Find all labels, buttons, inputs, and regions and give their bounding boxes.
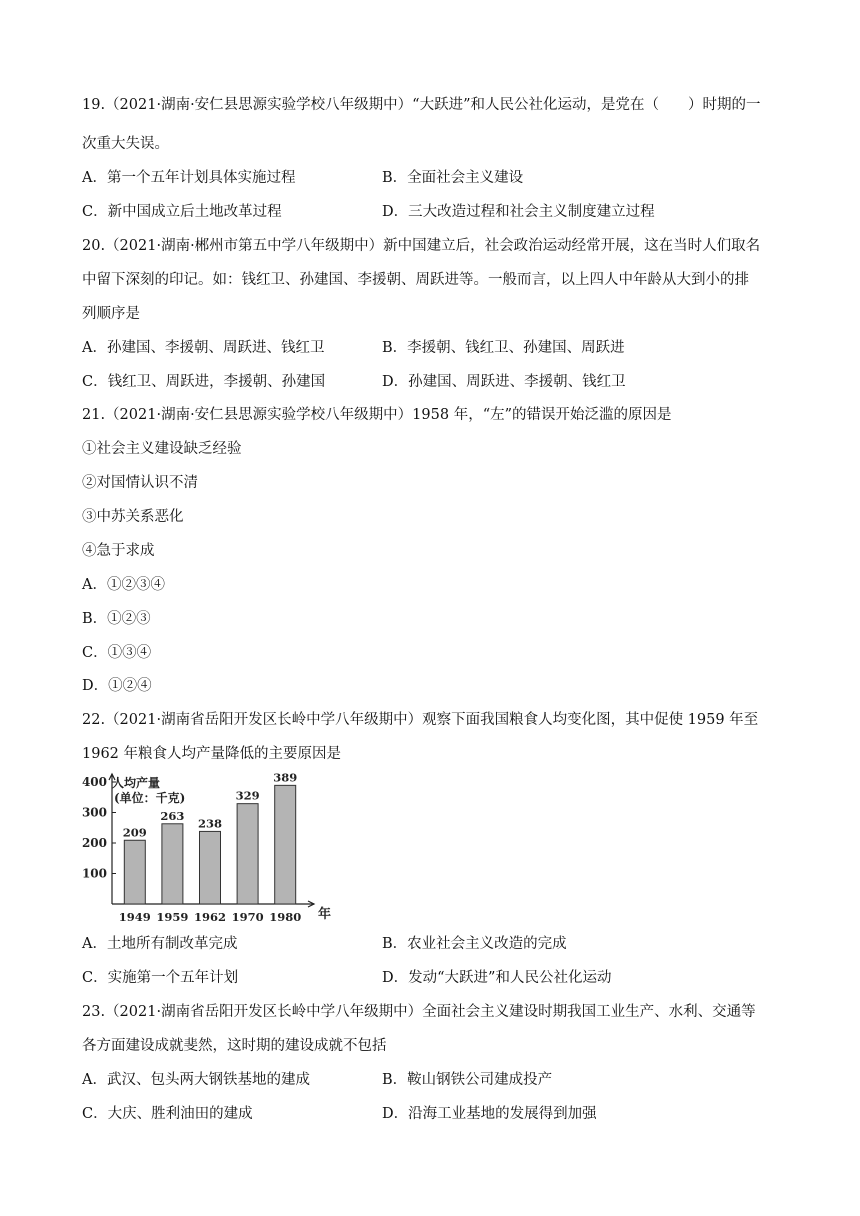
question-20-line-2: 中留下深刻的印记。如：钱红卫、孙建国、李援朝、周跃进等。一般而言，以上四人中年龄从大到小的排 bbox=[82, 272, 749, 288]
chart-data-label: 209 bbox=[122, 825, 147, 840]
q22-option-c: C．实施第一个五年计划 bbox=[82, 970, 239, 986]
chart-data-label: 329 bbox=[235, 788, 260, 803]
chart-y-tick-label: 200 bbox=[81, 836, 107, 850]
chart-bar bbox=[162, 824, 183, 904]
chart-x-tick-label: 1962 bbox=[193, 910, 227, 924]
q20-option-c: C．钱红卫、周跃进，李援朝、孙建国 bbox=[82, 374, 326, 390]
question-21-line-1: 21.（2021·湖南·安仁县思源实验学校八年级期中）1958 年，“左”的错误开始泛滥的原因是 bbox=[82, 407, 672, 423]
q20-option-d: D．孙建国、周跃进、李援朝、钱红卫 bbox=[382, 374, 626, 390]
chart-data-label: 238 bbox=[197, 816, 223, 831]
chart-y-tick-label: 300 bbox=[81, 805, 107, 820]
question-20-line-1: 20.（2021·湖南·郴州市第五中学八年级期中）新中国建立后，社会政治运动经常开展，这在当时人们取名 bbox=[82, 238, 761, 254]
q22-option-d: D．发动“大跃进”和人民公社化运动 bbox=[382, 970, 612, 986]
q21-option-b: B．①②③ bbox=[82, 611, 151, 627]
chart-bar bbox=[200, 831, 221, 904]
chart-data-label: 263 bbox=[160, 808, 185, 823]
q23-option-b: B．鞍山钢铁公司建成投产 bbox=[382, 1072, 553, 1088]
chart-x-tick-label: 1949 bbox=[118, 910, 151, 924]
q23-option-c: C．大庆、胜利油田的建成 bbox=[82, 1106, 253, 1122]
q19-option-a: A．第一个五年计划具体实施过程 bbox=[82, 170, 296, 186]
q19-option-c: C．新中国成立后土地改革过程 bbox=[82, 204, 282, 220]
q23-option-a: A．武汉、包头两大钢铁基地的建成 bbox=[82, 1072, 310, 1088]
chart-bar bbox=[124, 840, 145, 904]
q20-option-a: A．孙建国、李援朝、周跃进、钱红卫 bbox=[82, 340, 325, 356]
q23-option-d: D．沿海工业基地的发展得到加强 bbox=[382, 1106, 597, 1122]
question-23-line-1: 23.（2021·湖南省岳阳开发区长岭中学八年级期中）全面社会主义建设时期我国工业生产、水利、交通等 bbox=[82, 1004, 756, 1020]
chart-x-axis-label: 年 bbox=[318, 907, 332, 922]
q21-item-2: ②对国情认识不清 bbox=[82, 475, 198, 491]
q21-item-4: ④急于求成 bbox=[82, 543, 155, 559]
chart-x-tick-label: 1970 bbox=[231, 910, 264, 924]
question-22-line-1: 22.（2021·湖南省岳阳开发区长岭中学八年级期中）观察下面我国粮食人均变化图，其中促使 1959 年至 bbox=[82, 712, 759, 728]
question-23-line-2: 各方面建设成就斐然，这时期的建设成就不包括 bbox=[82, 1038, 387, 1054]
chart-bar bbox=[275, 785, 296, 904]
question-20-line-3: 列顺序是 bbox=[82, 306, 140, 322]
question-19-line-2: 次重大失误。 bbox=[82, 136, 169, 152]
q21-option-d: D．①②④ bbox=[82, 678, 152, 694]
q21-item-3: ③中苏关系恶化 bbox=[82, 509, 184, 525]
q19-option-b: B．全面社会主义建设 bbox=[382, 170, 524, 186]
chart-y-tick-label: 100 bbox=[81, 866, 107, 881]
chart-y-axis-label: 人均产量 bbox=[112, 776, 161, 790]
chart-x-tick-label: 1980 bbox=[269, 910, 302, 924]
q21-option-a: A．①②③④ bbox=[82, 577, 165, 593]
chart-x-tick-label: 1959 bbox=[156, 910, 189, 924]
q21-option-c: C．①③④ bbox=[82, 645, 152, 661]
question-22-line-2: 1962 年粮食人均产量降低的主要原因是 bbox=[82, 746, 342, 762]
q20-option-b: B．李援朝、钱红卫、孙建国、周跃进 bbox=[382, 340, 625, 356]
q22-option-a: A．土地所有制改革完成 bbox=[82, 936, 238, 952]
chart-bar bbox=[237, 804, 258, 904]
chart-y-tick-label: 400 bbox=[81, 775, 107, 789]
question-19-line-1: 19.（2021·湖南·安仁县思源实验学校八年级期中）“大跃进”和人民公社化运动，是党在（ ）时期的一 bbox=[82, 97, 761, 113]
chart-data-label: 389 bbox=[273, 770, 298, 785]
q21-item-1: ①社会主义建设缺乏经验 bbox=[82, 441, 242, 457]
chart-y-axis-unit: (单位：千克) bbox=[114, 791, 186, 805]
grain-per-capita-bar-chart bbox=[76, 744, 346, 926]
q22-option-b: B．农业社会主义改造的完成 bbox=[382, 936, 567, 952]
q19-option-d: D．三大改造过程和社会主义制度建立过程 bbox=[382, 204, 655, 220]
